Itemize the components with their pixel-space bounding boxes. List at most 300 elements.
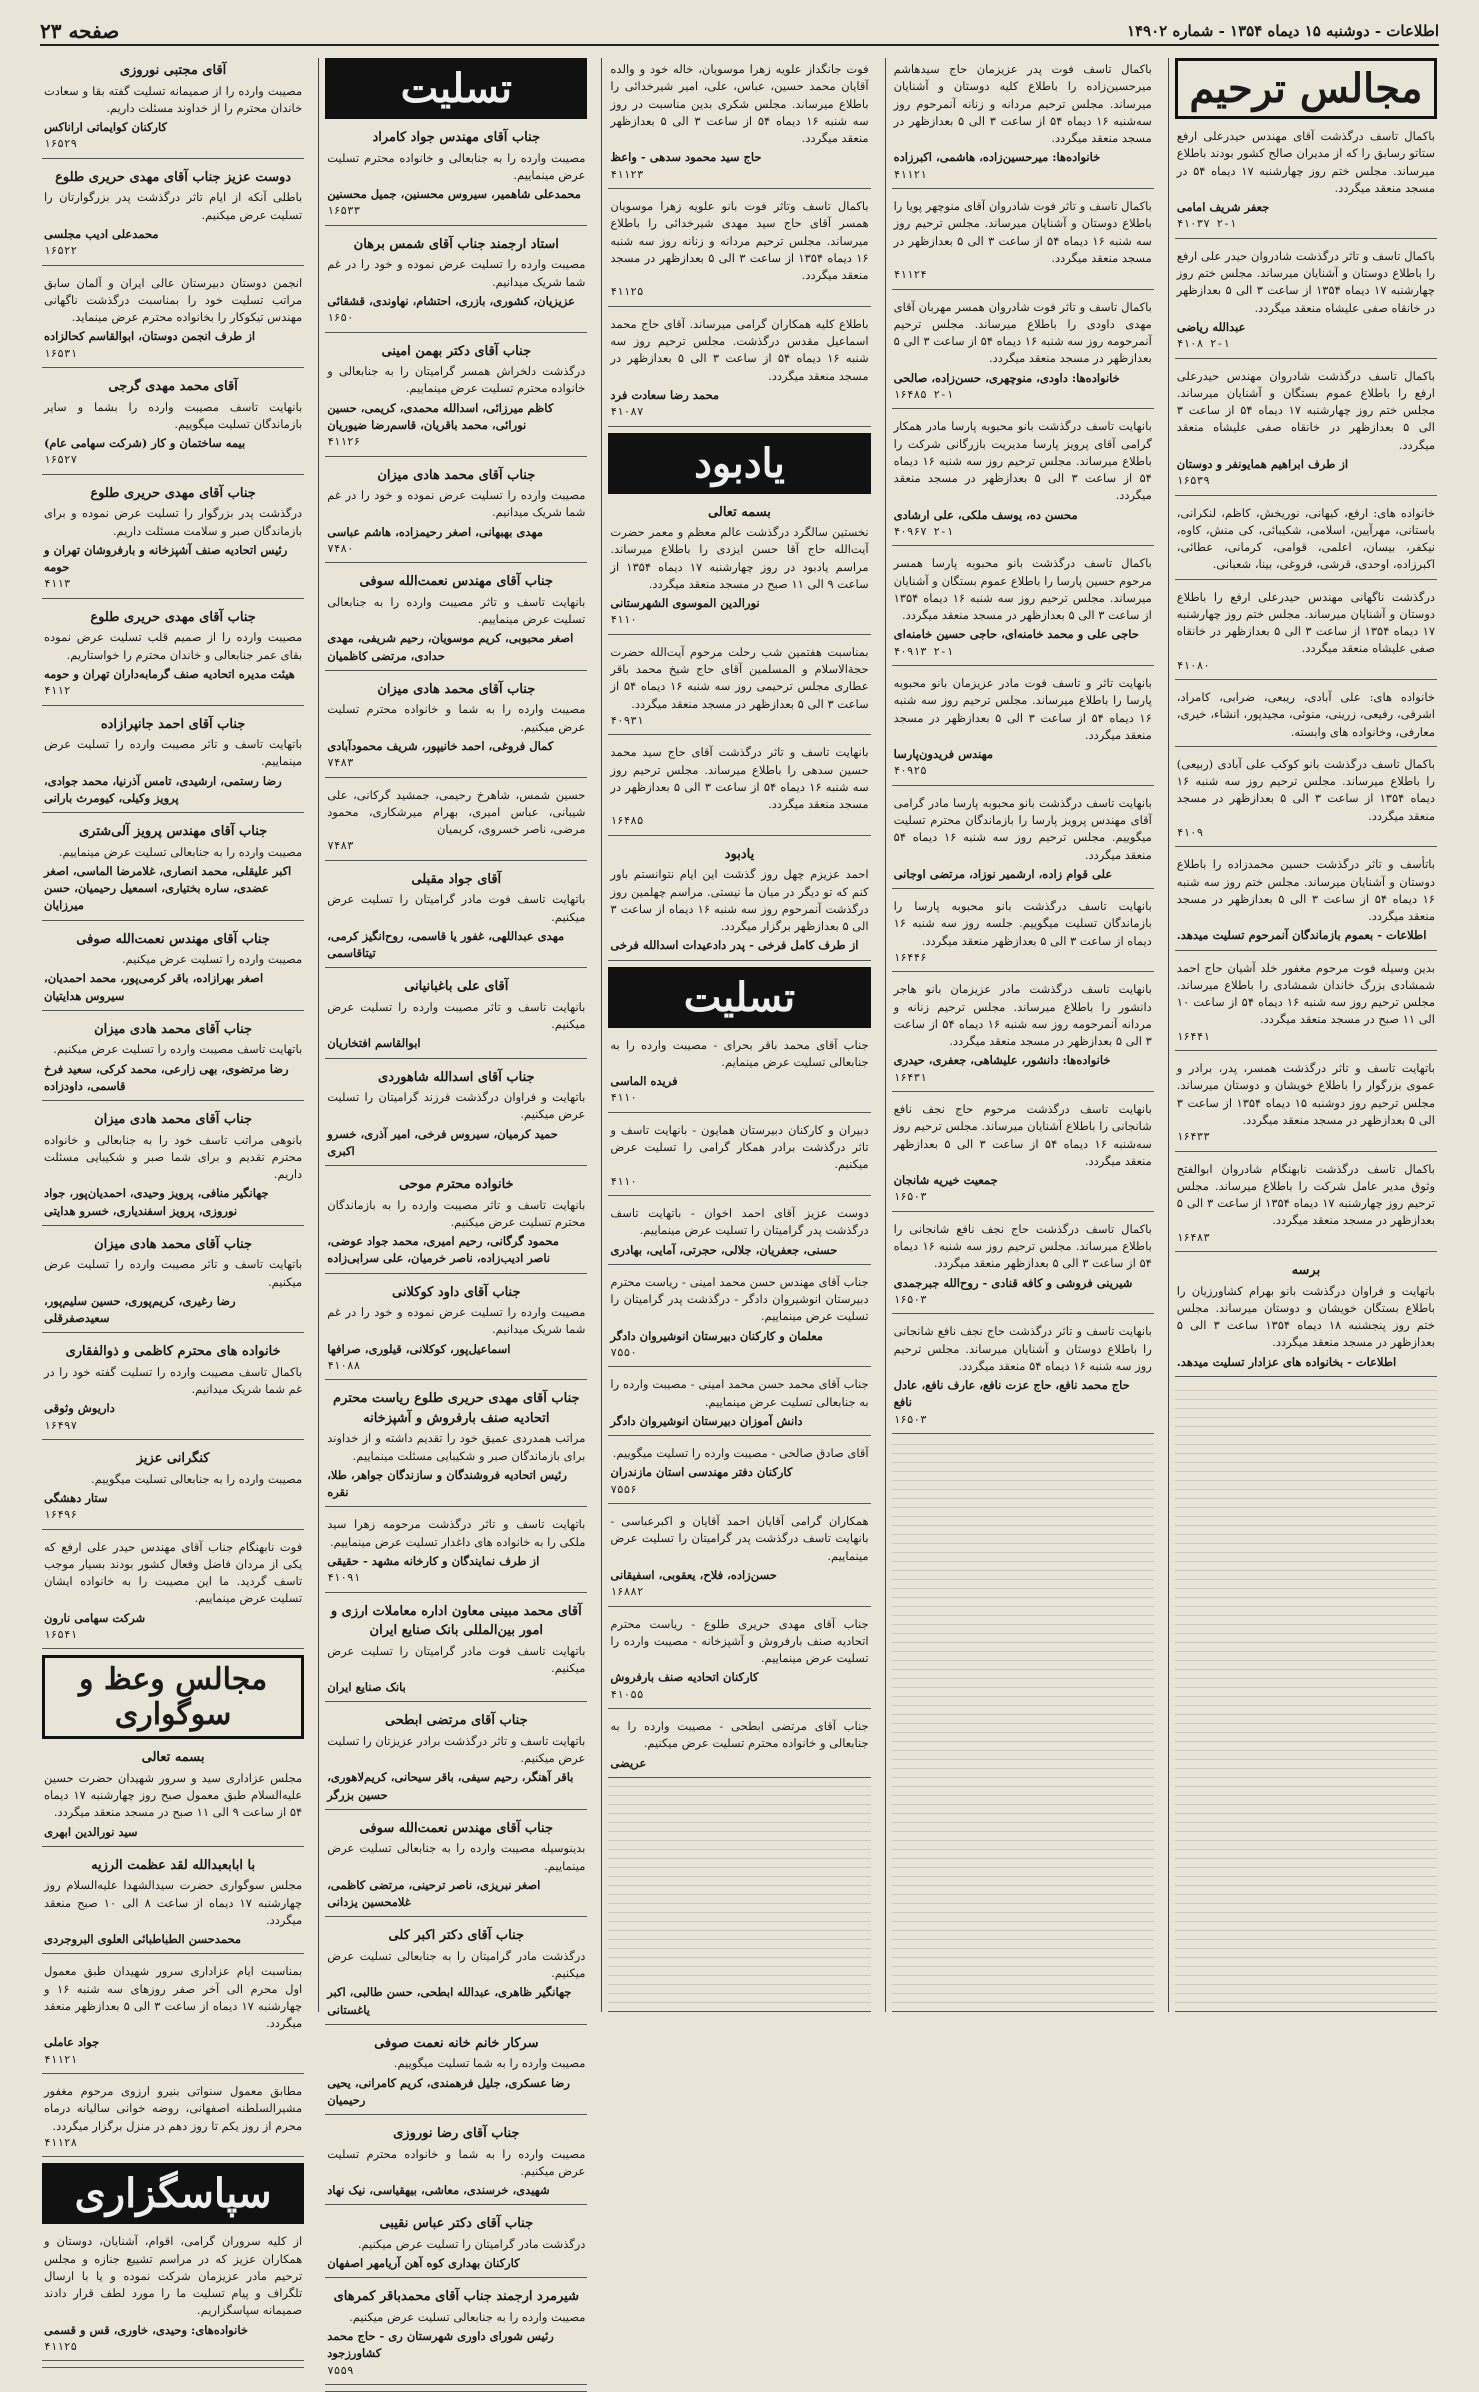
notice-title: جناب آقای مهندس نعمت‌الله سوفی — [359, 574, 554, 590]
notice-title: آقای مجتبی نوروزی — [119, 63, 227, 78]
notice — [608, 1442, 870, 1504]
notice-code: ۱۶۵۴۱ — [43, 1627, 78, 1641]
notice-signature: کمال فروغی، احمد خانیپور، شریف محمودآبادی — [327, 738, 554, 753]
notice-signature: جمعیت خیریه شانجان — [893, 1173, 998, 1187]
notice — [325, 1599, 587, 1703]
notice-title: برسه — [1291, 1263, 1321, 1278]
notice — [42, 1232, 304, 1334]
notice-body: بانهایت تاسف و تاثر درگذشت حاج نجف نافع شانجانی را باطلاع دوستان و آشنایان میرساند. مجلس ترحیم روز سه شنبه ۱۶ دیماه ۵۴ منعقد میگردد. — [893, 1324, 1152, 1373]
notice — [325, 1280, 587, 1381]
notice-signature: کارکنان کوایماتی اراناکس — [43, 120, 167, 134]
notice-body: مصیبت وارده را تسلیت عرض نموده و خود را در غم شما شریک میدانیم. — [327, 257, 586, 289]
notice-code: ۴۱۰۵۵ — [610, 1687, 644, 1701]
notice-body: آقای صادق صالحی - مصیبت وارده را تسلیت میگوییم. — [612, 1446, 869, 1460]
notice-body: بانهایت تاسف و تاثر مصیبت وارده را به بازماندگان محترم تسلیت عرض میکنیم. — [327, 1197, 586, 1229]
notice-body: حسین شمس، شاهرخ رحیمی، جمشید گرکانی، علی شیبانی، عباس امیری، بهرام میرشکاری، محمود مرضی، ناصر خسروی، کریمیان — [327, 787, 586, 836]
notice — [892, 195, 1154, 290]
notice-body: باتهایت تاسف و تاثر درگذشت مرحومه زهرا سید ملکی را به خانواده های داغدار تسلیت عرض مینماییم. — [327, 1517, 586, 1549]
notice — [42, 374, 304, 475]
notice-signature: کاظم میرزائی، اسدالله محمدی، کریمی، حسین نورائی، محمد باقریان، قاسم‌رضا ضیوریان — [327, 400, 554, 432]
notice-signature: از طرف نمایندگان و کارخانه مشهد - حقیقی — [327, 1553, 540, 1568]
notice-body: جناب آقای مرتضی ابطحی - مصیبت وارده را به جنابعالی و خانواده محترم تسلیت عرض میکنیم. — [610, 1719, 869, 1751]
notice-title: جناب آقای دکتر عباس نقیبی — [379, 2216, 534, 2232]
notice-body: بانهایت تاسف درگذشت بانو محبوبه پارسا مادر همکار گرامی آقای پرویز پارسا مدیریت بازرگانی شرکت را باطلاع میرساند. مجلس ترحیم روز سه شنبه ۱۶ دیماه ۵۴ از ساعت ۳ الی ۵ بعدازظهر در مسجد منعقد میگردد. — [893, 419, 1152, 503]
notice-title: یادبود — [724, 846, 755, 862]
notice — [325, 867, 587, 969]
notice-title: جناب آقای مرتضی ابطحی — [384, 1713, 528, 1729]
notice-signature: عبدالله ریاضی — [1176, 319, 1246, 334]
notice — [608, 842, 870, 961]
issue-info: اطلاعات - دوشنبه ۱۵ دیماه ۱۳۵۴ - شماره ۱۴۹۰۲ — [1126, 22, 1439, 40]
notice — [1175, 125, 1437, 239]
notice — [1175, 853, 1437, 950]
section-banner-mourning-ceremonies: مجالس ترحیم — [1175, 58, 1437, 119]
notice-signature: شهیدی، خرسندی، معاشی، بیهقیاسی، نیک نهاد — [327, 2183, 550, 2197]
notice-signature: خانواده‌ها: داودی، منوچهری، حسن‌زاده، صالحی — [893, 370, 1120, 385]
notice-title: جناب آقای دکتر اکبر کلی — [388, 1928, 525, 1944]
notice-title: جناب آقای دکتر بهمن امینی — [381, 343, 532, 359]
notice-signature: اطلاعات - بخانواده های عزادار تسلیت میدهد. — [1176, 1354, 1397, 1369]
notice-signature: کارکنان بهداری کوه آهن آریامهر اصفهان — [327, 2256, 520, 2270]
notice-signature: حسنی، جعفریان، جلالی، حجرتی، آمایی، بهادری — [610, 1242, 838, 1257]
notice-signature: رضا رغیری، کریم‌پوری، حسین سلیم‌پور، سعیدصفرقلی — [43, 1293, 236, 1325]
notice-title: دوست عزیز جناب آقای مهدی حریری طلوع — [55, 169, 292, 185]
notice-code: ۱۶۵۰۳ — [893, 1412, 927, 1426]
notice — [325, 677, 587, 778]
notice-code: ۱۶۵۳۳ — [327, 204, 361, 218]
notice-code: ۴۱۱۲ — [43, 684, 71, 697]
notice-body: باکمال تاسف و تاثر فوت شادروان همسر مهربان آقای مهدی داودی را باطلاع میرساند. مجلس ترحیم آنمرحومه روز سه شنبه ۱۶ دیماه ۵۴ از ساعت ۳ الی ۵ بعدازظهر در مسجد منعقد میگردد. — [893, 299, 1152, 366]
notice-signature: از طرف ابراهیم همایونفر و دوستان — [1176, 456, 1349, 471]
notice — [1175, 753, 1437, 848]
notice — [325, 1513, 587, 1592]
notice-code: ۴۱۱۲۵ — [43, 2339, 78, 2353]
notice — [608, 195, 870, 307]
notice-title: آقای محمد مبینی معاون اداره معاملات ارزی و امور بین‌المللی بانک صنایع ایران — [330, 1603, 582, 1638]
notice-signature: از طرف انجمن دوستان، ابوالقاسم کحالزاده — [43, 329, 256, 344]
notice — [608, 1034, 870, 1113]
notice-signature: نورالدین الموسوی الشهرستانی — [610, 596, 760, 610]
notice-signature: شیرینی فروشی و کافه قنادی - روح‌الله جبرجمدی — [893, 1275, 1133, 1290]
notice-body: بانهایت تاسف درگذشت مرحوم حاج نجف نافع شانجانی را باطلاع آشنایان میرساند. مجلس ترحیم روز سه‌شنبه ۱۶ دیماه ۵۴ از ساعت ۳ الی ۵ بعدازظهر منعقد میگردد. — [893, 1102, 1152, 1168]
notice-body: بانوهی مراتب تاسف خود را به جنابعالی و خانواده محترم تقدیم و برای شما صبر و شکیبایی مسئلت داریم. — [43, 1132, 303, 1181]
notice-code: ۱۶۴۴۱ — [1176, 1029, 1210, 1043]
notice-title: جناب آقای مهندس نعمت‌الله سوفی — [359, 1820, 554, 1836]
notice-code: ۷۵۵۹ — [327, 2363, 354, 2377]
notice-body: مصیبت وارده را به جنابعالی تسلیت عرض میکنیم. — [349, 2309, 586, 2324]
notice-signature: اصغر نبریزی، ناصر ترحینی، مرتضی کاظمی، غلامحسین یزدانی — [327, 1877, 541, 1909]
notice-signature: مهدی عبداللهی، غفور یا قاسمی، روح‌انگیز کرمی، تیتاقاسمی — [327, 928, 565, 960]
notice-title: جناب آقای محمد هادی میزان — [377, 681, 536, 697]
notice — [1175, 1057, 1437, 1152]
notice — [892, 672, 1154, 786]
notice — [1175, 1158, 1437, 1253]
notice-code: ۴۱۰۹ — [1176, 825, 1204, 839]
notice — [42, 481, 304, 599]
notice-signature: اکبر علیقلی، محمد انصاری، غلامرضا الماسی، اصغر عضدی، ساره بختیاری، اسمعیل رحیمیان، حسن میرزایان — [43, 863, 292, 913]
notice-body: باکمال تاسف وتاثر فوت بانو علویه زهرا موسویان همسر آقای حاج سید مهدی شیرخدائی را باطلاع میرساند. مجلس ترحیم مردانه و زنانه روز سه شنبه ۱۶ دیماه ۱۳۵۴ از ساعت ۳ الی ۵ بعدازظهر در مسجد منعقد میگردد. — [610, 199, 869, 282]
notice-title: جناب آقای مهندس جواد کامراد — [372, 130, 541, 145]
notice-signature: رئیس اتحادیه فروشندگان و سازندگان جواهر، طلا، نقره — [327, 1467, 567, 1499]
notice-body: مجلس سوگواری حضرت سیدالشهدا علیه‌السلام روز چهارشنبه ۱۷ دیماه از ساعت ۸ الی ۱۰ صبح منعقد میگردد. — [43, 1878, 303, 1927]
notice — [42, 58, 304, 159]
notice-code: ۲-۱ ۴۱۰۳۷ — [1176, 217, 1237, 231]
notice-title: جناب آقای محمد هادی میزان — [94, 1021, 253, 1037]
notice-body: مصیبت وارده را به جنابعالی تسلیت عرض مینماییم. — [58, 844, 303, 859]
notice-body: نخستین سالگرد درگذشت عالم معظم و معمر حضرت آیت‌الله حاج آقا حسن ایزدی را باطلاع میرساند. مراسم یادبود در روز چهارشنبه ۱۷ دیماه ۱۳۵۴ از ساعت ۹ الی ۱۱ صبح در مسجد منعقد میگردد. — [610, 525, 869, 591]
notice — [1175, 957, 1437, 1052]
notice-title: جناب آقای محمد هادی میزان — [94, 1112, 253, 1127]
notice — [42, 605, 304, 706]
notice-body: باتهایت و فراوان درگذشت بانو بهرام کشاورزیان را باطلاع بستگان خویشان و دوستان میرساند. مجلس ختم روز پنجشنبه ۱۸ دیماه ۱۳۵۴ ساعت ۳ الی ۵ بعدازظهر در مسجد منعقد میگردد. — [1176, 1283, 1436, 1350]
notice — [325, 1172, 587, 1274]
notice-body: مصیبت وارده را به شما و خانواده محترم تسلیت عرض میکنیم. — [327, 702, 586, 734]
notice-body: باتهایت تاسف فوت مادر گرامیتان را تسلیت عرض میکنیم. — [327, 1643, 586, 1675]
notice-signature: حاجی علی و محمد خامنه‌ای، حاجی حسین خامنه‌ای — [893, 627, 1139, 642]
notice — [325, 1816, 587, 1918]
notice-signature: حاج محمد نافع، حاج عزت نافع، عارف نافع، عادل نافع — [893, 1378, 1130, 1410]
notice-body: باکمال تاسف درگذشت آقای مهندس حیدرعلی ارفع ستاتو رسابق را که از مدیران صالح کشور بودند باطلاع میرساند. مجلس ختم روز چهارشنبه ۱۷ دیماه ۵۴ در مسجد منعقد میگردد. — [1176, 129, 1435, 195]
notice-code: ۱۶۵۳۹ — [1176, 474, 1210, 487]
notice-body: بانهایت تاسف درگذشت بانو محبوبه پارسا مادر گرامی آقای مهندس پرویز پارسا را بازماندگان محترم تسلیت میگوییم. مجلس ترحیم روز سه شنبه ۱۶ دیماه ۵۴ منعقد میگردد. — [893, 795, 1152, 862]
column-4 — [318, 58, 593, 2377]
notice-signature: رئیس اتحادیه صنف آشپزخانه و بارفروشان تهران و حومه — [43, 542, 288, 574]
notice-body: مصیبت وارده را به شما و خانواده محترم تسلیت عرض میکنیم. — [327, 2146, 586, 2178]
notice-signature: سید نورالدین ابهری — [43, 1824, 138, 1839]
column-filler — [1175, 1383, 1437, 2012]
notice — [892, 415, 1154, 546]
notice-signature: محمدحسن الطباطبائی العلوی البروجردی — [43, 1932, 242, 1946]
notice-body: درگذشت مادر گرامیتان را به جنابعالی تسلیت عرض میکنیم. — [327, 1948, 586, 1980]
notice-code: ۱۶۴۳۱ — [893, 1070, 927, 1084]
notice-code: ۲-۱ ۴۰۹۶۷ — [893, 524, 954, 538]
notice-code: ۱۶۵۰۳ — [893, 1292, 927, 1306]
notice-code: ۷۴۸۳ — [327, 839, 354, 853]
notice — [42, 927, 304, 1011]
notice-code: ۱۶۴۹۶ — [43, 1508, 78, 1521]
notice-body: جناب آقای مهدی حریری طلوع - ریاست محترم اتحادیه صنف بارفروش و آشپزخانه - مصیبت وارده را تسلیت عرض مینماییم. — [610, 1616, 869, 1665]
notice-code: ۴۱۱۲۱ — [893, 167, 927, 181]
notice-title: جناب آقای مهندس پرویز آلی‌شتری — [78, 824, 268, 839]
column-2 — [885, 58, 1160, 2012]
notice — [325, 1923, 587, 2025]
notice-code: ۴۰۹۲۵ — [893, 764, 927, 778]
notice-title: آقای جواد مقبلی — [411, 871, 502, 887]
notice-body: دبیران و کارکنان دبیرستان همایون - بانهایت تاسف و تاثر درگذشت برادر همکار گرامی را تسلیت عرض میکنیم. — [610, 1122, 869, 1172]
notice-body: باطلاع کلیه همکاران گرامی میرساند. آقای حاج محمد اسماعیل مقدس درگذشت. مجلس ترحیم روز سه شنبه ۱۶ دیماه ۵۴ از ساعت ۳ الی ۵ بعدازظهر در مسجد منعقد میگردد. — [610, 316, 869, 383]
notice-signature: بانک صنایع ایران — [327, 1680, 406, 1694]
notice-body: بمناسبت هفتمین شب رحلت مرحوم آیت‌الله حضرت حجةالاسلام و المسلمین آقای حاج شیخ محمد باقر عطاری مجلس ترحیمی روز سه شنبه ۱۶ دیماه ۵۴ از ساعت ۳ الی ۵ بعدازظهر در مسجد منعقد میگردد. — [610, 644, 869, 711]
notice-body: بانهایت تاسف درگذشت مادر عزیزمان بانو هاجر دانشور را باطلاع میرساند. مجلس ترحیم زنانه و مردانه آنمرحومه روز سه شنبه ۱۶ دیماه ۵۴ از ساعت ۳ الی ۵ بعدازظهر در مسجد منعقد میگردد. — [893, 982, 1152, 1048]
notice-body: مصیبت وارده را به جنابعالی تسلیت میگوییم. — [90, 1471, 303, 1486]
notice-body: بدین وسیله فوت مرحوم مغفور خلد آشیان حاج احمد شمشادی بزرگ خاندان شمشادی را باطلاع میرساند. مجلس ترحیم روز سه شنبه ۱۶ دیماه ۵۴ از ساعت ۱۰ الی ۱۱ صبح در مسجد منعقد میگردد. — [1176, 960, 1436, 1027]
notice-signature: جهانگیر منافی، پرویز وحیدی، احمدیان‌پور، جواد نوروزی، پرویز اسفندیاری، خسرو هدایتی — [43, 1186, 269, 1218]
notice-title: خانواده های محترم کاظمی و ذوالفقاری — [65, 1344, 281, 1360]
notice-body: مصیبت وارده را تسلیت عرض میکنیم. — [121, 952, 303, 966]
column-5 — [36, 58, 310, 2353]
notice-signature: محسن ده، یوسف ملکی، علی ارشادی — [893, 507, 1078, 522]
notice-code: ۱۶۴۸۵ — [610, 814, 644, 828]
notice-body: باتأسف و تاثر درگذشت حسین محمدزاده را باطلاع دوستان و آشنایان میرساند. مجلس ختم روز سه شنبه ۱۶ دیماه ۵۴ از ساعت ۳ الی ۵ بعدازظهر در مسجد منعقد میگردد. — [1176, 857, 1435, 923]
notice-code: ۱۶۵۲۲ — [43, 244, 78, 257]
notice-body: مجلس عزاداری سید و سرور شهیدان حضرت حسین علیه‌السلام طبق معمول صبح روز چهارشنبه ۱۷ دیماه ۵۴ از ساعت ۹ الی ۱۱ صبح در مسجد منعقد میگردد. — [43, 1770, 303, 1820]
notice-signature: هیئت مدیره اتحادیه صنف گرمابه‌داران تهران و حومه — [43, 666, 295, 681]
notice-code: ۱۶۸۸۲ — [610, 1585, 644, 1598]
column-filler — [892, 1440, 1154, 2012]
column-filler — [608, 1784, 870, 2012]
notice-title: شیرمرد ارجمند جناب آقای محمدباقر کمرهای — [333, 2289, 579, 2305]
notice-title: آقای محمد مهدی گرجی — [108, 379, 238, 394]
notice-body: باتهایت تاسف فوت مادر گرامیتان را تسلیت عرض میکنیم. — [327, 892, 586, 924]
notice-title: جناب آقای رضا نوروزی — [393, 2126, 520, 2141]
notice — [892, 1098, 1154, 1212]
notice-signature: فریده الماسی — [610, 1074, 678, 1088]
notice-body: درگذشت مادر گرامیتان را تسلیت عرض میکنیم. — [357, 2236, 586, 2251]
section-banner-memorial: یادبود — [608, 433, 870, 494]
notice-signature: حسن‌زاده، فلاح، یعقوبی، اسفیقانی — [610, 1567, 777, 1582]
notice-code: ۷۴۸۳ — [327, 756, 354, 769]
notice-signature: جواد عاملی — [43, 2035, 100, 2050]
notice-signature: کارکنان دفتر مهندسی استان مازندران — [610, 1465, 793, 1480]
notice-title: جناب آقای محمد هادی میزان — [377, 467, 536, 483]
notice-title: استاد ارجمند جناب آقای شمس برهان — [353, 236, 559, 252]
notice-code: ۴۱۱۰ — [610, 1174, 637, 1188]
notice-body: باکمال تاسف درگذشت حاج نجف نافع شانجانی را باطلاع میرساند. مجلس ترحیم روز سه شنبه ۱۶ دیماه ۵۴ از ساعت ۳ الی ۵ بعدازظهر منعقد میگردد. — [893, 1221, 1152, 1271]
notice-body: مطابق معمول سنواتی بنیرو ارزوی مرحوم مغفور مشیرالسلطنه اصفهانی، روضه خوانی سالیانه درماه محرم از روز یکم تا روز دهم در منزل برگزار میگردد. — [43, 2084, 303, 2133]
notice-code: ۱۶۵۳۱ — [43, 346, 78, 360]
notice-signature: خانواده‌ها: دانشور، علیشاهی، جعفری، حیدری — [893, 1053, 1111, 1068]
notice-body: جناب آقای محمد حسن محمد امینی - مصیبت وارده را به جنابعالی تسلیت عرض مینماییم. — [610, 1377, 869, 1409]
notice-code: ۴۱۱۲۴ — [893, 268, 927, 281]
notice-body: باکمال تاسف درگذشت بانو محبوبه پارسا همسر مرحوم حسین پارسا را باطلاع عموم بستگان و آشنایان میرساند. مجلس ترحیم روز سه شنبه ۱۶ دیماه ۱۳۵۴ از ساعت ۳ الی ۵ بعدازظهر در مسجد منعقد میگردد. — [893, 556, 1152, 622]
notice-code: ۷۵۵۶ — [610, 1482, 637, 1496]
notice-body: باتهایت تاسف و تاثر مصیبت وارده را تسلیت عرض مینماییم. — [43, 737, 303, 769]
notice-signature: رضا مرتضوی، بهی زارعی، محمد کرکی، سعید فرخ قاسمی، داودزاده — [43, 1061, 289, 1093]
notice-title: سرکار خانم خانه نعمت صوفی — [374, 2035, 539, 2051]
notice-title: جناب آقای داود کوکلانی — [392, 1284, 521, 1300]
notice-signature: باقر آهنگر، رحیم سیفی، باقر سیحانی، کریم‌لاهوری، حسین بزرگر — [327, 1770, 574, 1802]
notice-code: ۴۰۹۳۱ — [610, 713, 644, 727]
notice — [42, 1339, 304, 1440]
notice-signature: جعفر شریف امامی — [1176, 200, 1270, 214]
notice-code: ۴۱۰۹۱ — [327, 1571, 361, 1584]
notice-body: باکمال تاسف درگذشت بانو کوکب علی آبادی (ربیعی) را باطلاع میرساند. مجلس ترحیم روز سه شنبه ۱۶ دیماه ۱۳۵۴ از ساعت ۳ الی ۵ بعدازظهر در مسجد منعقد میگردد. — [1176, 756, 1435, 823]
notice-body: باتهایت تاسف و تاثر مصیبت وارده را تسلیت عرض میکنیم. — [43, 1257, 303, 1289]
notice — [608, 1715, 870, 1778]
notice-title: جناب آقای مهدی حریری طلوع — [90, 609, 256, 625]
notice-code: ۱۶۵۰۳ — [893, 1190, 927, 1204]
notice-signature: اطلاعات - بعموم بازماندگان آنمرحوم تسلیت میدهد. — [1176, 928, 1427, 943]
notice-body: باتهایت تاسف مصیبت وارده را تسلیت عرض میکنیم. — [53, 1042, 303, 1057]
notice — [1175, 586, 1437, 681]
notice-signature: محمد رضا سعادت فرد — [610, 387, 720, 402]
notice-signature: مهندس فریدون‌پارسا — [893, 747, 994, 761]
notice-signature: حمید کرمیان، سیروس فرخی، امیر آذری، خسرو اکبری — [327, 1126, 558, 1158]
notice-body: درگذشت پدر بزرگوار را تسلیت عرض نموده و برای بازماندگان صبر و سلامت مسئلت داریم. — [43, 506, 303, 538]
notice — [325, 2031, 587, 2115]
notice-code: ۲-۱ ۴۰۹۱۳ — [893, 644, 954, 658]
notice-body: مصیبت وارده را تسلیت عرض نموده و خود را در غم شما شریک میدانیم. — [327, 488, 586, 520]
notice — [892, 895, 1154, 972]
notice-signature: عزیزیان، کشوری، بازری، احتشام، نهاوندی، قشقائی — [327, 293, 576, 308]
notice — [325, 2211, 587, 2278]
section-banner-sermons: مجالس وعظ و سوگواری — [42, 1655, 304, 1739]
notice-body: دوست عزیز آقای احمد اخوان - باتهایت تاسف درگذشت پدر گرامیتان را تسلیت عرض مینماییم. — [610, 1206, 869, 1238]
notice-body: خانواده های: ارفع، کیهانی، نوریخش، کاظم، لنکرانی، باستانی، مهرآیین، اسلامی، شکیبائی، کی منش، کاوه، نیکفر، بیسان، اعلمی، قوامی، کرمانی، عطائی، اکبرزاده، اوحدی، قرشی، فروغی، بینا، شعبانی. — [1176, 505, 1435, 572]
notice-signature: مهدی بهبهانی، اصغر رحیمزاده، هاشم عباسی — [327, 524, 543, 539]
notice-signature: ابوالقاسم افتخاریان — [327, 1036, 421, 1051]
notice-code: ۱۶۵۰ — [327, 311, 354, 324]
notice-code: ۱۶۵۲۹ — [43, 137, 78, 151]
notice-code: ۴۱۱۰ — [610, 613, 637, 627]
notice-body: باکمال تاسف فوت پدر عزیزمان حاج سیدهاشم میرحسین‌زاده را باطلاع کلیه دوستان و آشنایان میرساند. مجلس ترحیم مردانه و زنانه آنمرحوم روز سه‌شنبه ۱۶ دیماه ۵۴ از ساعت ۳ الی ۵ بعدازظهر در مسجد منعقد میگردد. — [893, 62, 1152, 145]
notice-signature: بیمه ساختمان و کار (شرکت سهامی عام) — [43, 436, 246, 450]
notice — [325, 2121, 587, 2205]
notice — [325, 569, 587, 671]
notice — [42, 2080, 304, 2157]
section-banner-condolence: تسلیت — [325, 58, 587, 119]
notice-body: باکمال تاسف درگذشت شادروان مهندس حیدرعلی ارفع را باطلاع عموم بستگان و آشنایان میرساند. مجلس ختم روز چهارشنبه ۱۷ دیماه ۵۴ از ساعت ۳ الی ۵ بعدازظهر در خانقاه صفی علیشاه منعقد میگردد. — [1176, 368, 1436, 452]
notice — [1175, 686, 1437, 747]
notice-body: بانهایت تاسف و تاثر مصیبت وارده را به جنابعالی تسلیت عرض مینماییم. — [327, 594, 586, 626]
notice-code: ۴۱۱۲۵ — [610, 285, 644, 299]
notice-body: بانهایت تاسف درگذشت بانو محبوبه پارسا را بازماندگان تسلیت میگوییم. جلسه روز سه شنبه ۱۶ دیماه از ساعت ۳ الی ۵ بعدازظهر منعقد میگردد. — [893, 899, 1152, 948]
notice-body: بانهایت تاسف و تاثر درگذشت آقای حاج سید محمد حسین سدهی را باطلاع میرساند. مجلس ترحیم روز سه شنبه ۱۶ دیماه ۵۴ از ساعت ۳ الی ۵ بعدازظهر در مسجد منعقد میگردد. — [610, 745, 869, 811]
notice-code: ۴۱۱۳ — [43, 577, 71, 591]
notice-signature: شرکت سهامی نارون — [43, 1610, 146, 1625]
notice-title: بسمه تعالی — [141, 1750, 205, 1766]
notice — [892, 552, 1154, 666]
notice — [608, 741, 870, 836]
notice-title: خانواده محترم موحی — [398, 1177, 514, 1192]
notice — [608, 1202, 870, 1265]
notice — [325, 974, 587, 1058]
column-3 — [601, 58, 876, 2012]
notice-body: باطلی آنکه از ایام تاثر درگذشت پدر بزرگوارتان را تسلیت عرض میکنیم. — [43, 190, 303, 222]
notice-code: ۱۶۴۴۶ — [893, 950, 927, 964]
notice-body: درگذشت ناگهانی مهندس حیدرعلی ارفع را باطلاع دوستان و آشنایان میرساند. مجلس ختم روز چهارشنبه ۱۷ دیماه ۱۳۵۴ از ساعت ۳ الی ۵ بعدازظهر در خانقاه صفی علیشاه منعقد میگردد. — [1176, 589, 1435, 656]
notice-code: ۱۶۴۳۳ — [1176, 1130, 1210, 1143]
notice-title: بسمه تعالی — [708, 504, 771, 520]
notice-body: جناب آقای مهندس حسن محمد امینی - ریاست محترم دبیرستان انوشیروان دادگر - درگذشت پدر گرامیتان را تسلیت عرض مینماییم. — [610, 1274, 869, 1324]
column-filler — [42, 2367, 304, 2368]
page-number: صفحه ۲۳ — [40, 19, 120, 43]
notice-signature: معلمان و کارکنان دبیرستان انوشیروان دادگر — [610, 1328, 823, 1343]
notice-signature: اصغر محبوبی، کریم موسویان، رحیم شریفی، مهدی حدادی، مرتضی کاظمیان — [327, 631, 574, 663]
notice — [42, 1853, 304, 1955]
notice-title: جناب آقای اسدالله شاهوردی — [378, 1069, 535, 1085]
notice — [42, 1536, 304, 1650]
notice — [325, 339, 587, 457]
notice-body: باتهایت و فراوان درگذشت فرزند گرامیتان را تسلیت عرض میکنیم. — [327, 1090, 586, 1122]
notice — [1175, 365, 1437, 496]
notice-signature: محمدعلی شاهمیر، سیروس محسنین، جمیل محسنین — [327, 187, 581, 201]
notice-body: بانهایت تاثر و تاسف فوت مادر عزیزمان بانو محبوبه پارسا را باطلاع میرساند. مجلس ترحیم روز سه شنبه ۱۶ دیماه ۵۴ از ساعت ۳ الی ۵ بعدازظهر در مسجد منعقد میگردد. — [893, 676, 1152, 742]
notice-code: ۲-۱ ۱۶۴۸۵ — [893, 387, 954, 401]
notice-body: جناب آقای محمد باقر بحرای - مصیبت وارده را به جنابعالی تسلیت عرض مینمایم. — [610, 1037, 869, 1069]
notice-signature: دانش آموزان دبیرستان انوشیروان دادگر — [610, 1413, 803, 1428]
notice — [42, 1446, 304, 1530]
notice-code: ۴۱۱۲۱ — [43, 2052, 78, 2066]
notice — [325, 232, 587, 333]
notice-code: ۲-۱ ۴۱۰۸ — [1176, 337, 1230, 350]
notice-code: ۴۱۱۲۳ — [610, 167, 644, 181]
notice — [42, 1107, 304, 1226]
notice-body: باکمال تاسف درگذشت نابهنگام شادروان ابوالفتح وثوق مدیر عامل شرکت را باطلاع میرساند. مجلس ترحیم روز چهارشنبه ۱۷ دیماه ۱۳۵۴ از ساعت ۳ الی ۵ بعدازظهر در مسجد منعقد میگردد. — [1176, 1161, 1435, 1228]
notice — [608, 313, 870, 427]
notice-code: ۷۴۸۰ — [327, 541, 354, 555]
notice-signature: محمدعلی ادیب مجلسی — [43, 226, 159, 241]
notice-body: فوت نابهنگام جناب آقای مهندس حیدر علی ارفع که یکی از مردان فاضل وفعال کشور بودند بسیار موجب تاسف گردید. ما این مصیبت را به خانواده ایشان تسلیت عرض مینماییم. — [43, 1539, 303, 1606]
notice-body: بانهایت تاسف مصیبت وارده را بشما و سایر بازماندگان تسلیت میگوییم. — [43, 399, 303, 431]
notice-body: مصیبت وارده را از صمیم قلب تسلیت عرض نموده بقای عمر جنابعالی و خاندان محترم را خواستاریم. — [43, 630, 303, 662]
notice-body: باکمال تاسف و تاثر درگذشت شادروان حیدر علی ارفع را باطلاع دوستان و آشنایان میرساند. مجلس ختم روز چهارشنبه ۱۷ دیماه ۱۳۵۴ از ساعت ۳ الی ۵ بعدازظهر در خانقاه صفی علیشاه منعقد میگردد. — [1176, 248, 1435, 315]
notice — [325, 1708, 587, 1810]
notice — [892, 296, 1154, 410]
notice-body: احمد عزیزم چهل روز گذشت این ایام نتوانستم باور کنم که تو دیگر در میان ما نیستی. مراسم چهلمین روز درگذشت آنمرحوم روز سه شنبه ۱۶ دیماه از ساعت ۳ الی ۵ بعدازظهر برگزار میگردد. — [610, 867, 869, 933]
notice-body: همکاران گرامی آقایان احمد آقایان و اکبرعباسی - بانهایت تاسف درگذشت پدر گرامیتان را تسلیت عرض مینماییم. — [610, 1514, 869, 1563]
notice-body: بمناسبت ایام عزاداری سرور شهیدان طبق معمول اول محرم الی آخر صفر روزهای سه شنبه ۱۶ و چهارشنبه ۱۷ دیماه از ساعت ۳ الی ۵ بعدازظهر منعقد میگردد. — [43, 1964, 303, 2030]
masthead — [40, 18, 1439, 46]
notice-signature: حاج سید محمود سدهی - واعظ — [610, 150, 762, 165]
notice-body: فوت جانگداز علویه زهرا موسویان، خاله خود و والده آقایان محمد حسین، عباس، علی، امیر شیرخدائی را باطلاع میرساند. مجلس شکری بدین مناسبت در روز سه شنبه ۱۶ دیماه ۵۴ از ساعت ۳ الی ۵ بعدازظهر منعقد میگردد. — [610, 62, 869, 145]
notice-body: درگذشت دلخراش همسر گرامیتان را به جنابعالی و خانواده محترم تسلیت عرض مینماییم. — [327, 364, 586, 396]
notice-title: آقای علی باغبانیانی — [404, 979, 509, 995]
notice-code: ۴۱۰۸۸ — [327, 1358, 361, 1372]
notice-signature: رئیس شورای داوری شهرستان ری - حاج محمد کشاورزجود — [327, 2329, 554, 2361]
notice-body: از کلیه سروران گرامی، اقوام، آشنایان، دوستان و همکاران عزیز که در مراسم تشییع جنازه و مجلس ترحیم مادر عزیزمان شرکت نموده و یا با ارسال تلگراف و پیام تسلیت ما را مورد لطف قرار دادند صمیمانه سپاسگزاریم. — [43, 2234, 303, 2318]
notice-code: ۴۱۱۰ — [610, 1091, 637, 1105]
notice — [608, 500, 870, 635]
notice-signature: خانواده‌ها: میرحسین‌زاده، هاشمی، اکبرزاده — [893, 150, 1101, 165]
notice — [1175, 1258, 1437, 1377]
notice — [42, 1960, 304, 2074]
notice — [608, 1271, 870, 1368]
notice — [608, 1119, 870, 1196]
notice-code: ۱۶۴۹۷ — [43, 1418, 78, 1432]
notice — [608, 1373, 870, 1436]
notice — [892, 1218, 1154, 1315]
column-1 — [1168, 58, 1443, 2012]
notice-body: مصیبت وارده را به شما تسلیت میگوییم. — [393, 2056, 586, 2071]
notice — [325, 784, 587, 861]
notice-signature: رضا عسکری، جلیل فرهمندی، کریم کامرانی، یحیی رحیمیان — [327, 2075, 570, 2107]
notice — [608, 1510, 870, 1607]
notice-signature: جهانگیر ظاهری، عبدالله ابطحی، حسن طالبی، اکبر یاغستانی — [327, 1985, 572, 2017]
notice-body: باکمال تاسف مصیبت وارده را تسلیت گفته خود را در غم شما شریک میدانیم. — [43, 1364, 303, 1396]
notice-body: مصیبت وارده را تسلیت عرض نموده و خود را در غم شما شریک میدانیم. — [327, 1305, 586, 1337]
notice-title: با ابابعبدالله لقد عظمت الرزیه — [91, 1857, 256, 1873]
notice-title: جناب آقای مهدی حریری طلوع — [90, 485, 256, 501]
columns — [36, 58, 1443, 2377]
notice — [325, 1386, 587, 1507]
notice — [892, 792, 1154, 889]
notice — [608, 1613, 870, 1710]
notice-signature: از طرف کامل فرخی - پدر دادعیدات اسدالله فرخی — [610, 938, 859, 953]
notice — [892, 58, 1154, 189]
notice — [325, 463, 587, 564]
notice — [42, 712, 304, 814]
notice-title: جناب آقای احمد جانپرازاده — [100, 716, 246, 732]
section-banner-thanks: سپاسگزاری — [42, 2163, 304, 2224]
notice-code: ۷۵۵۰ — [610, 1345, 637, 1359]
notice-body: مصیبت وارده را از صمیمانه تسلیت گفته بقا و سعادت خاندان محترم را از خداوند مسئلت داریم. — [43, 83, 303, 115]
notice-signature: محمود گرگانی، رحیم امیری، محمد جواد عوضی، ناصر ادیب‌زاده، ناصر خرمیان، علی سرابی‌زاده — [327, 1234, 559, 1266]
notice-body: باتهایت تاسف و تاثر درگذشت همسر، پدر، برادر و عموی بزرگوار را باطلاع خویشان و دوستان میرساند. مجلس ترحیم روز دوشنبه ۱۵ دیماه ۱۳۵۴ از ساعت ۳ الی ۵ بعدازظهر در مسجد منعقد میگردد. — [1176, 1061, 1436, 1127]
notice-title: جناب آقای محمد هادی میزان — [94, 1236, 253, 1252]
notice — [892, 1320, 1154, 1434]
notice-body: بانهایت تاسف و تاثر مصیبت وارده را تسلیت عرض میکنیم. — [327, 999, 586, 1031]
